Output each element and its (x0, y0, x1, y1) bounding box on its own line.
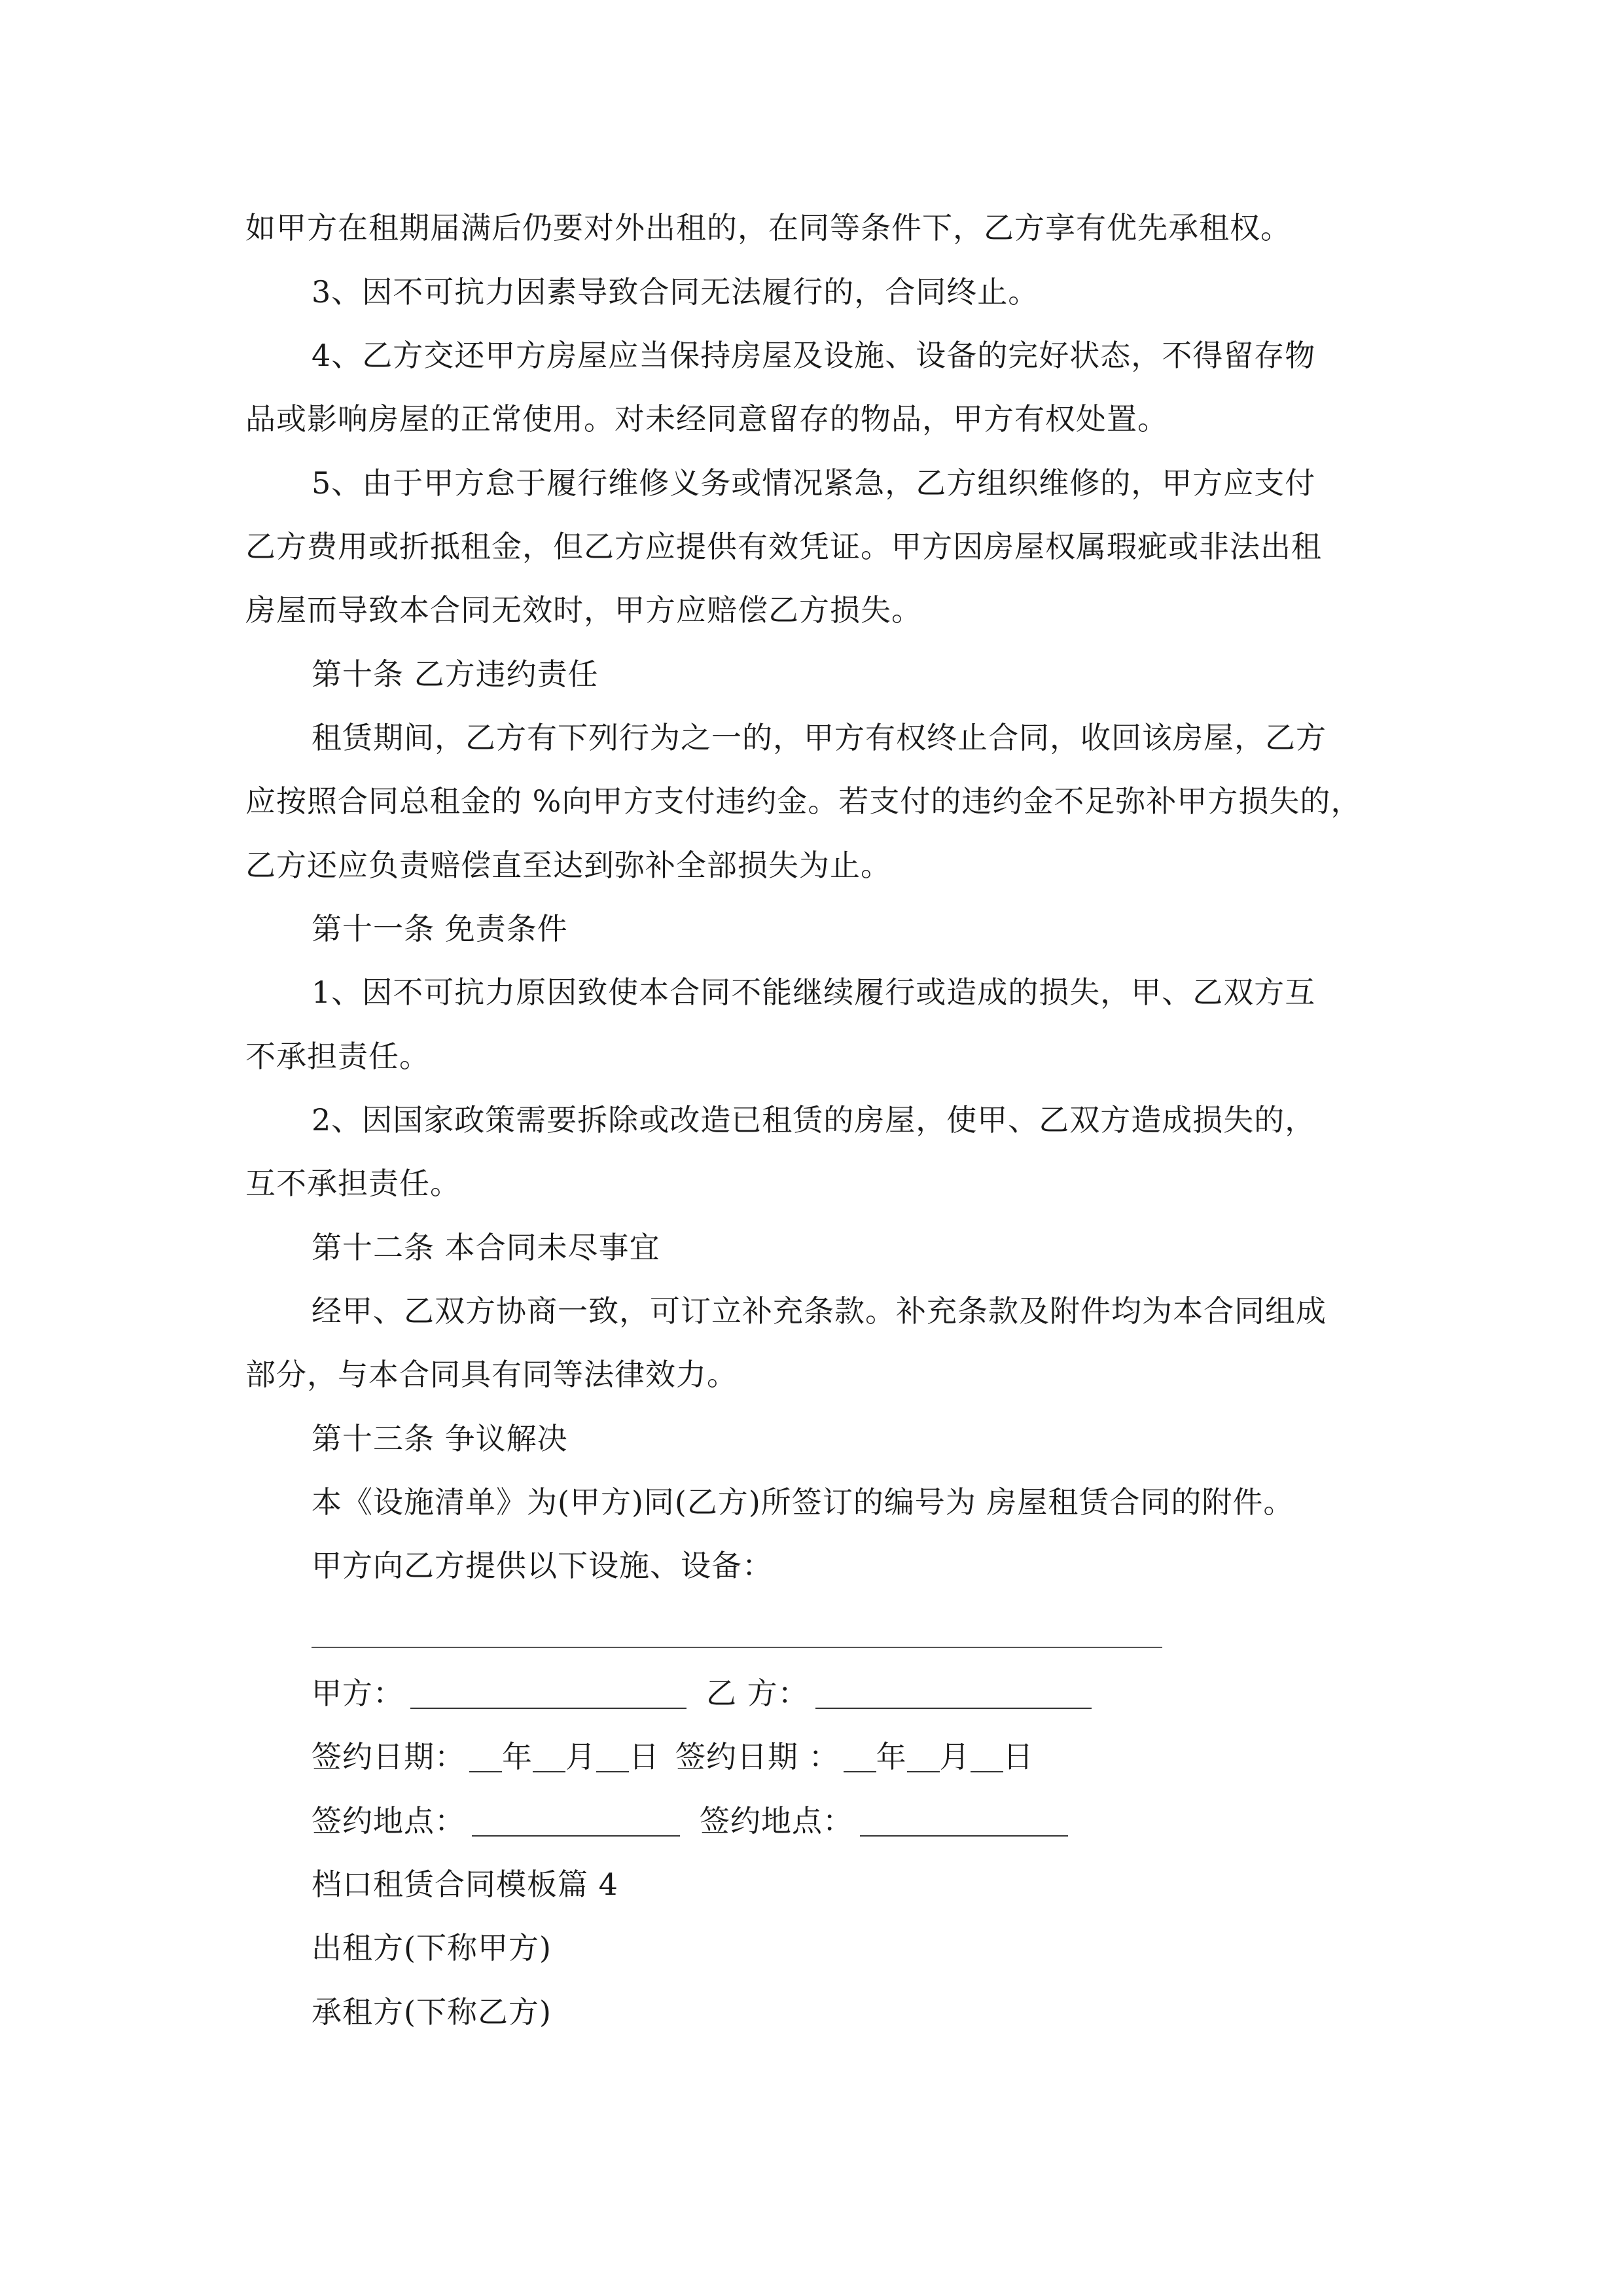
party-b-label: 乙 方： (706, 1676, 809, 1711)
paragraph-line: 1、因不可抗力原因致使本合同不能继续履行或造成的损失，甲、乙双方互 (312, 975, 1316, 1010)
party-a-signature-blank (410, 1677, 687, 1709)
paragraph-line: 5、由于甲方怠于履行维修义务或情况紧急，乙方组织维修的，甲方应支付 (312, 465, 1316, 501)
paragraph-line: 经甲、乙双方协商一致，可订立补充条款。补充条款及附件均为本合同组成 (312, 1293, 1327, 1329)
month-label-a: 月 (565, 1739, 596, 1774)
month-label-b: 月 (939, 1739, 971, 1774)
month-blank-b (907, 1741, 940, 1772)
place-label-a: 签约地点： (312, 1803, 465, 1839)
day-label-a: 日 (629, 1739, 660, 1774)
day-label-b: 日 (1003, 1739, 1034, 1774)
contract-title: 档口租赁合同模板篇 4 (312, 1867, 618, 1902)
paragraph-line: 品或影响房屋的正常使用。对未经同意留存的物品，甲方有权处置。 (245, 401, 1168, 437)
section-heading: 第十条 乙方违约责任 (312, 656, 599, 692)
party-b-signature-blank (815, 1677, 1092, 1709)
paragraph-line: 4、乙方交还甲方房屋应当保持房屋及设施、设备的完好状态，不得留存物 (312, 338, 1316, 373)
paragraph-line: 乙方还应负责赔偿直至达到弥补全部损失为止。 (245, 848, 891, 883)
section-heading: 第十二条 本合同未尽事宜 (312, 1230, 660, 1265)
place-blank-b (860, 1805, 1068, 1837)
paragraph-line: 租赁期间，乙方有下列行为之一的，甲方有权终止合同，收回该房屋，乙方 (312, 720, 1327, 755)
paragraph-line: 不承担责任。 (245, 1039, 430, 1074)
signature-date-row (312, 1737, 1034, 1776)
lessee-line: 承租方(下称乙方) (312, 1994, 552, 2030)
lessor-line: 出租方(下称甲方) (312, 1930, 552, 1965)
paragraph-line: 本《设施清单》为(甲方)同(乙方)所签订的编号为 房屋租赁合同的附件。 (312, 1484, 1294, 1520)
signature-parties-row (312, 1674, 1092, 1713)
paragraph-line: 如甲方在租期届满后仍要对外出租的，在同等条件下，乙方享有优先承租权。 (245, 210, 1291, 245)
paragraph-line: 应按照合同总租金的 %向甲方支付违约金。若支付的违约金不足弥补甲方损失的， (245, 783, 1362, 819)
year-blank-b (844, 1741, 876, 1772)
paragraph-line: 部分，与本合同具有同等法律效力。 (245, 1357, 738, 1392)
paragraph-line: 3、因不可抗力因素导致合同无法履行的，合同终止。 (312, 274, 1039, 310)
party-a-label: 甲方： (312, 1676, 404, 1711)
date-label-b: 签约日期 ： (675, 1739, 840, 1774)
paragraph-line: 互不承担责任。 (245, 1166, 461, 1201)
facility-list-blank-line (312, 1647, 1162, 1648)
day-blank-b (971, 1741, 1003, 1772)
paragraph-line: 2、因国家政策需要拆除或改造已租赁的房屋，使甲、乙双方造成损失的， (312, 1102, 1316, 1138)
paragraph-line: 房屋而导致本合同无效时，甲方应赔偿乙方损失。 (245, 592, 922, 628)
paragraph-line: 乙方费用或折抵租金，但乙方应提供有效凭证。甲方因房屋权属瑕疵或非法出租 (245, 529, 1322, 564)
place-label-b: 签约地点： (700, 1803, 853, 1839)
year-label-a: 年 (502, 1739, 533, 1774)
section-heading: 第十一条 免责条件 (312, 911, 568, 946)
paragraph-line: 甲方向乙方提供以下设施、设备： (312, 1548, 773, 1583)
section-heading: 第十三条 争议解决 (312, 1421, 568, 1456)
signature-place-row (312, 1801, 1068, 1840)
day-blank-a (596, 1741, 629, 1772)
date-label-a: 签约日期： (312, 1739, 465, 1774)
year-label-b: 年 (876, 1739, 907, 1774)
year-blank-a (469, 1741, 502, 1772)
month-blank-a (533, 1741, 565, 1772)
place-blank-a (472, 1805, 680, 1837)
